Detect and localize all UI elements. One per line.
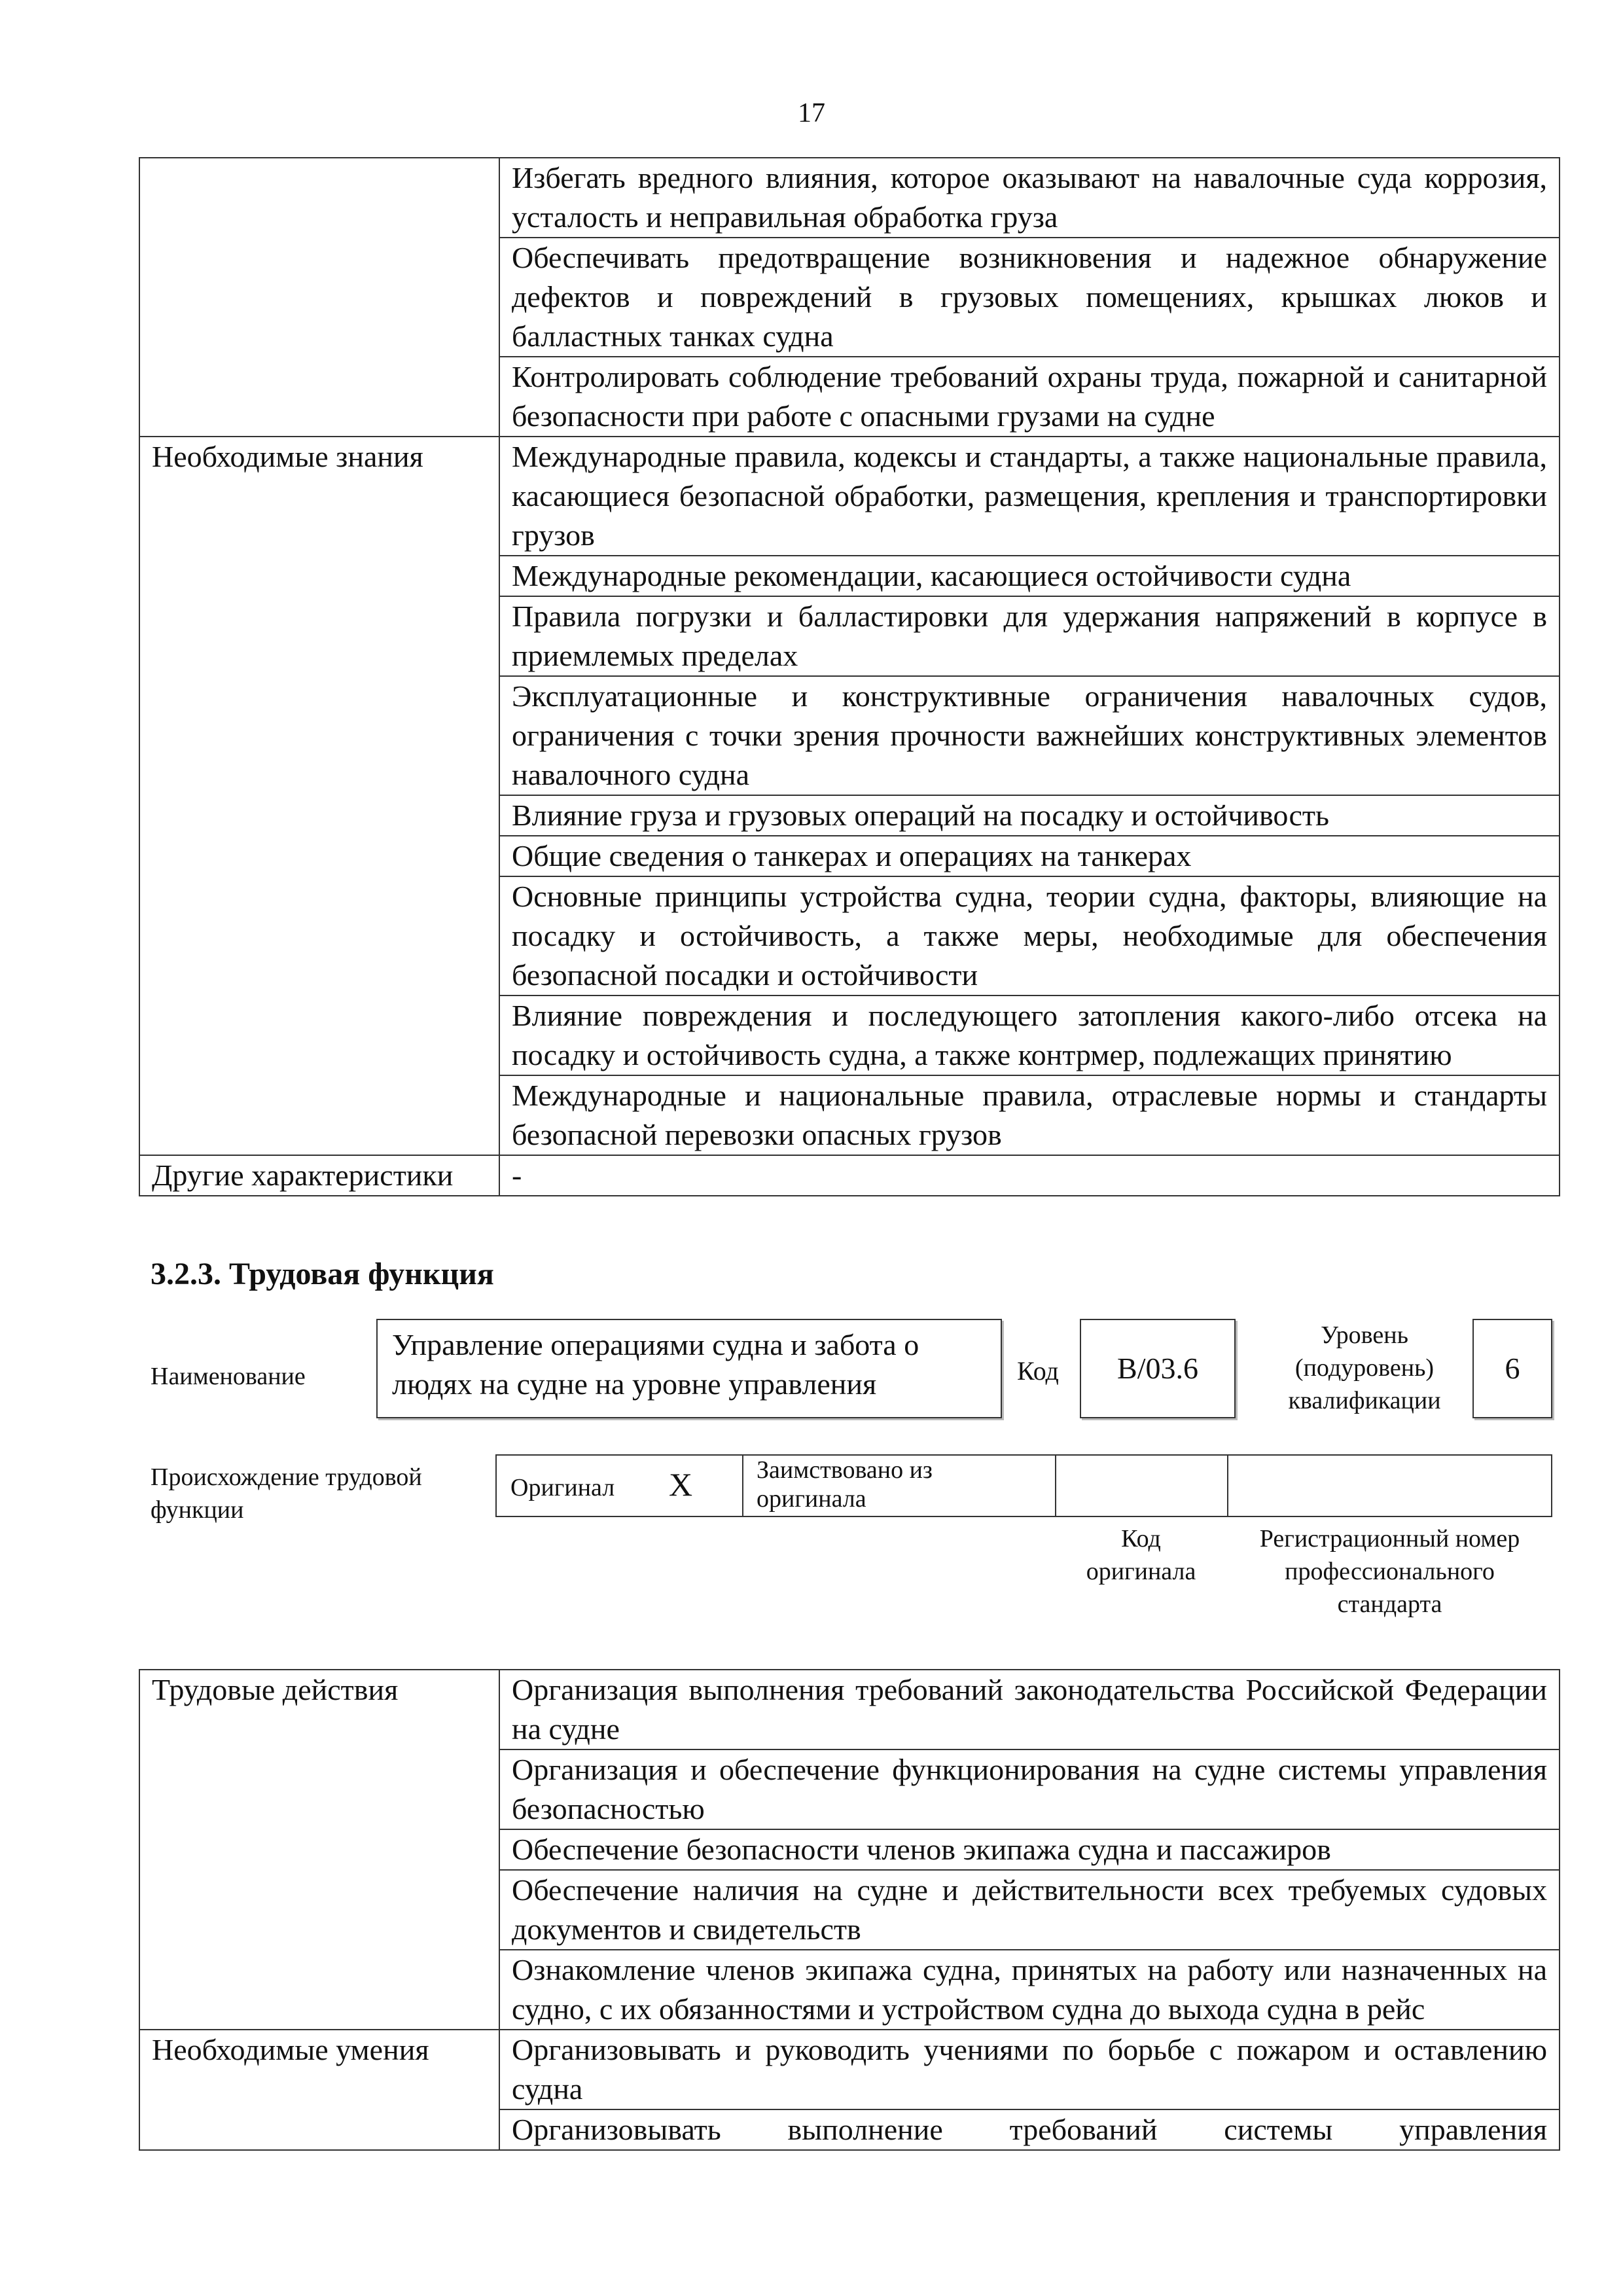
reg-number-line-2: профессионального xyxy=(1285,1558,1495,1585)
skills-knowledge-table xyxy=(139,157,1560,1196)
required-skills-label: Необходимые умения xyxy=(139,2030,499,2150)
table-row xyxy=(139,2030,1560,2109)
required-knowledge-label: Необходимые знания xyxy=(139,437,499,1155)
original-label: Оригинал xyxy=(510,1474,615,1501)
page-number: 17 xyxy=(798,98,825,128)
code-original-line-2: оригинала xyxy=(1086,1558,1196,1585)
row-content: - xyxy=(499,1155,1560,1196)
row-content: Организация и обеспечение функционирования на судне системы управления безопасностью xyxy=(499,1749,1560,1829)
row-content: Международные рекомендации, касающиеся остойчивости судна xyxy=(499,556,1560,596)
function-name-value: Управление операциями судна и забота о людях на судне на уровне управления xyxy=(392,1328,919,1401)
table-row xyxy=(139,158,1560,238)
borrowed-label-line-2: оригинала xyxy=(757,1485,866,1513)
origin-label-line-2: функции xyxy=(151,1496,244,1524)
reg-number-line-1: Регистрационный номер xyxy=(1259,1525,1520,1552)
origin-label xyxy=(151,1461,422,1526)
level-value: 6 xyxy=(1505,1352,1520,1385)
origin-divider-2 xyxy=(1055,1454,1056,1517)
reg-number-line-3: стандарта xyxy=(1337,1590,1442,1618)
origin-row xyxy=(495,1454,1552,1517)
borrowed-label-line-1: Заимствовано из xyxy=(757,1456,933,1484)
original-mark: X xyxy=(669,1466,693,1503)
other-characteristics-label: Другие характеристики xyxy=(139,1155,499,1196)
code-original-line-1: Код xyxy=(1121,1525,1161,1552)
row-content: Обеспечение безопасности членов экипажа судна и пассажиров xyxy=(499,1829,1560,1870)
borrowed-label xyxy=(757,1456,933,1513)
code-box xyxy=(1080,1319,1236,1418)
row-content: Международные правила, кодексы и стандарты, а также национальные правила, касающиеся безопасной обработки, размещения, крепления и транспортировки грузов xyxy=(499,437,1560,556)
level-box xyxy=(1472,1319,1552,1418)
level-label-line-3: квалификации xyxy=(1288,1387,1441,1414)
work-actions-label: Трудовые действия xyxy=(139,1670,499,2030)
origin-label-line-1: Происхождение трудовой xyxy=(151,1463,422,1491)
code-label: Код xyxy=(1017,1356,1059,1386)
row-content: Избегать вредного влияния, которое оказывают на навалочные суда коррозия, усталость и неправильная обработка груза xyxy=(499,158,1560,238)
work-actions-table xyxy=(139,1669,1560,2151)
name-label: Наименование xyxy=(151,1363,306,1390)
table-row xyxy=(139,1670,1560,1749)
origin-divider-1 xyxy=(742,1454,743,1517)
row-content: Ознакомление членов экипажа судна, принятых на работу или назначенных на судно, с их обязанностями и устройством судна до выхода судна в рейс xyxy=(499,1950,1560,2030)
table-row xyxy=(139,1155,1560,1196)
section-heading: 3.2.3. Трудовая функция xyxy=(151,1257,494,1291)
registration-number-label xyxy=(1227,1522,1552,1621)
row-content: Организация выполнения требований законодательства Российской Федерации на судне xyxy=(499,1670,1560,1749)
row-content: Обеспечение наличия на судне и действительности всех требуемых судовых документов и свидетельств xyxy=(499,1870,1560,1950)
row-content: Влияние груза и грузовых операций на посадку и остойчивость xyxy=(499,795,1560,836)
row-content: Обеспечивать предотвращение возникновения и надежное обнаружение дефектов и повреждений в грузовых помещениях, крышках люков и балластных танках судна xyxy=(499,238,1560,357)
row-content: Контролировать соблюдение требований охраны труда, пожарной и санитарной безопасности при работе с опасными грузами на судне xyxy=(499,357,1560,437)
row-content: Влияние повреждения и последующего затопления какого-либо отсека на посадку и остойчивость судна, а также контрмер, подлежащих принятию xyxy=(499,996,1560,1075)
row-content: Правила погрузки и балластировки для удержания напряжений в корпусе в приемлемых пределах xyxy=(499,596,1560,676)
table-row xyxy=(139,437,1560,556)
row-content: Организовывать выполнение требований системы управления xyxy=(499,2109,1560,2150)
row-content: Основные принципы устройства судна, теории судна, факторы, влияющие на посадку и остойчивость, а также меры, необходимые для обеспечения безопасной посадки и остойчивости xyxy=(499,876,1560,996)
function-name-box xyxy=(376,1319,1002,1418)
row-content: Эксплуатационные и конструктивные ограничения навалочных судов, ограничения с точки зрения прочности важнейших конструктивных элементов навалочного судна xyxy=(499,676,1560,795)
row-content: Общие сведения о танкерах и операциях на танкерах xyxy=(499,836,1560,876)
level-label-line-2: (подуровень) xyxy=(1294,1354,1435,1382)
level-label-line-1: Уровень xyxy=(1321,1321,1408,1349)
qualification-level-label xyxy=(1240,1319,1489,1417)
code-original-label xyxy=(1055,1522,1227,1588)
row-content: Организовывать и руководить учениями по борьбе с пожаром и оставлению судна xyxy=(499,2030,1560,2109)
row-content: Международные и национальные правила, отраслевые нормы и стандарты безопасной перевозки опасных грузов xyxy=(499,1075,1560,1155)
code-value: B/03.6 xyxy=(1117,1352,1198,1385)
row-label xyxy=(139,158,499,437)
origin-divider-3 xyxy=(1227,1454,1228,1517)
